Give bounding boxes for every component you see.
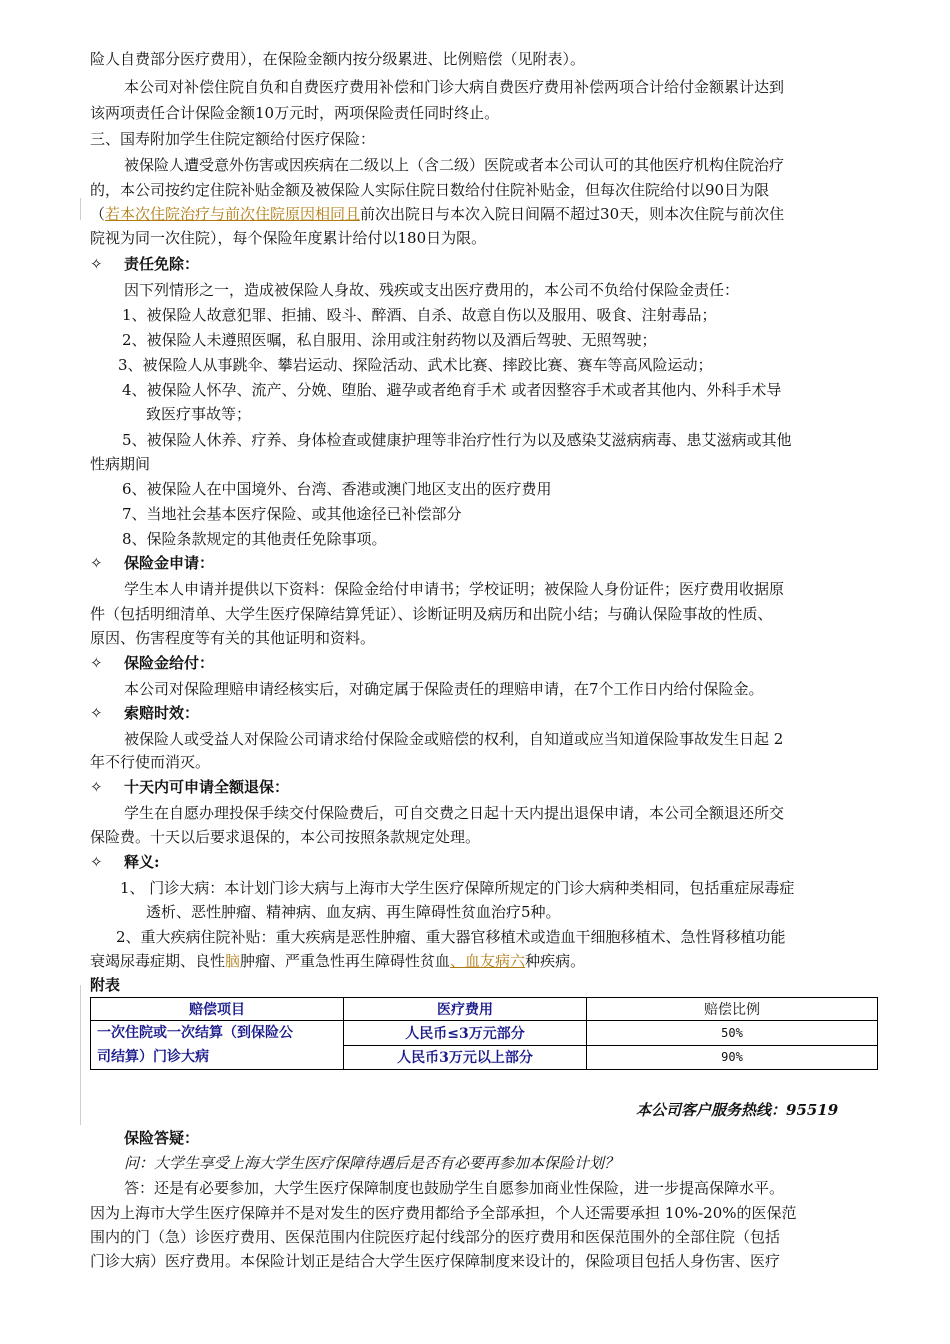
diamond-bullet-icon: ✧	[90, 554, 103, 572]
text-run: 前次出院日与本次入院日间隔不超过30天，则本次住院与前次住	[360, 205, 785, 223]
diamond-bullet-icon: ✧	[90, 654, 103, 672]
compensation-table	[90, 997, 878, 1070]
text-line: 因下列情形之一，造成被保险人身故、残疾或支出医疗费用的，本公司不负给付保险金责任：	[124, 281, 740, 299]
list-item: 1、被保险人故意犯罪、拒捕、殴斗、醉酒、自杀、故意自伤以及服用、吸食、注射毒品；	[122, 306, 717, 324]
list-item: 1、 门诊大病：本计划门诊大病与上海市大学生医疗保障所规定的门诊大病种类相同，包括重症尿毒症	[120, 879, 795, 897]
list-item: 6、被保险人在中国境外、台湾、香港或澳门地区支出的医疗费用	[122, 480, 552, 498]
cell-line: 一次住院或一次结算（到保险公	[97, 1025, 293, 1041]
text-line: 本公司对保险理赔申请经核实后，对确定属于保险责任的理赔申请，在7个工作日内给付保险金。	[124, 680, 764, 698]
section-refund	[90, 778, 289, 796]
table-ratio-cell: 50%	[587, 1021, 878, 1046]
revision-bar	[80, 198, 81, 220]
list-item: 透析、恶性肿瘤、精神病、血友病、再生障碍性贫血治疗5种。	[146, 903, 561, 921]
diamond-bullet-icon: ✧	[90, 704, 103, 722]
text-line: 原因、伤害程度等有关的其他证明和资料。	[90, 629, 376, 647]
cell-line: 司结算）门诊大病	[97, 1049, 209, 1065]
faq-answer: 围内的门（急）诊医疗费用、医保范围内住院医疗起付线部分的医疗费用和医保范围外的全部住院（包括	[90, 1228, 781, 1246]
text-line: 被保险人或受益人对保险公司请求给付保险金或赔偿的权利，自知道或应当知道保险事故发生日起 2	[124, 730, 784, 748]
text-run: （	[90, 205, 106, 223]
section-title: 十天内可申请全额退保：	[124, 778, 290, 796]
list-item: 4、被保险人怀孕、流产、分娩、堕胎、避孕或者绝育手术 或者因整容手术或者其他内、外科手术导	[122, 381, 782, 399]
table-header-cell: 医疗费用	[344, 998, 587, 1021]
text-line: 的，本公司按约定住院补贴金额及被保险人实际住院日数给付住院补贴金，但每次住院给付以90日为限	[90, 181, 770, 199]
table-item-cell	[91, 1021, 344, 1070]
hotline: 本公司客户服务热线：95519	[636, 1101, 839, 1119]
list-item: 8、保险条款规定的其他责任免除事项。	[122, 530, 387, 548]
list-item: 5、被保险人休养、疗养、身体检查或健康护理等非治疗性行为以及感染艾滋病病毒、患艾滋病或其他	[122, 431, 792, 449]
tracked-change-link[interactable]: 、血友病六	[450, 952, 526, 970]
section-title: 释义:	[124, 853, 160, 871]
section-exclusion	[90, 255, 199, 273]
text-line: 保险费。十天以后要求退保的，本公司按照条款规定处理。	[90, 828, 481, 846]
list-item: 性病期间	[90, 455, 151, 473]
table-header-row	[91, 998, 878, 1021]
section-title: 索赔时效：	[124, 704, 200, 722]
list-item	[90, 952, 585, 970]
table-header-cell: 赔偿项目	[91, 998, 344, 1021]
faq-answer: 门诊大病）医疗费用。本保险计划正是结合大学生医疗保障制度来设计的，保险项目包括人身伤害、医疗	[90, 1252, 781, 1270]
text-run: 种疾病。	[525, 952, 586, 970]
text-line: 本公司对补偿住院自负和自费医疗费用补偿和门诊大病自费医疗费用补偿两项合计给付金额累计达到	[124, 78, 785, 96]
tracked-change: 脑	[225, 952, 241, 970]
text-line: 学生在自愿办理投保手续交付保险费后，可自交费之日起十天内提出退保申请，本公司全额退还所交	[124, 804, 785, 822]
section-claim	[90, 554, 214, 572]
section-title: 责任免除：	[124, 255, 200, 273]
table-fee-cell: 人民币3万元以上部分	[344, 1045, 587, 1070]
diamond-bullet-icon: ✧	[90, 255, 103, 273]
diamond-bullet-icon: ✧	[90, 778, 103, 796]
table-fee-cell: 人民币≤3万元部分	[344, 1021, 587, 1046]
list-item: 2、被保险人未遵照医嘱，私自服用、涂用或注射药物以及酒后驾驶、无照驾驶；	[122, 331, 657, 349]
table-ratio-cell: 90%	[587, 1045, 878, 1070]
list-item: 2、重大疾病住院补贴：重大疾病是恶性肿瘤、重大器官移植术或造血干细胞移植术、急性肾移植功能	[116, 928, 786, 946]
faq-answer: 因为上海市大学生医疗保障并不是对发生的医疗费用都给予全部承担，个人还需要承担 10%-20%的医保范	[90, 1204, 797, 1222]
text-line: 件（包括明细清单、大学生医疗保障结算凭证）、诊断证明及病历和出院小结；与确认保险事故的性质、	[90, 605, 773, 623]
text-run: 衰竭尿毒症期、良性	[90, 952, 226, 970]
text-line: 年不行使而消灭。	[90, 753, 211, 771]
faq-answer: 答：还是有必要参加，大学生医疗保障制度也鼓励学生自愿参加商业性保险，进一步提高保障水平。	[124, 1179, 785, 1197]
section-payment	[90, 654, 214, 672]
list-item: 7、当地社会基本医疗保险、或其他途径已补偿部分	[122, 505, 462, 523]
text-line: 学生本人申请并提供以下资料：保险金给付申请书；学校证明；被保险人身份证件；医疗费用收据原	[124, 580, 785, 598]
section-title: 保险金给付：	[124, 654, 215, 672]
list-item: 致医疗事故等；	[146, 405, 252, 423]
text-line: 险人自费部分医疗费用），在保险金额内按分级累进、比例赔偿（见附表）。	[90, 50, 586, 68]
text-line	[90, 205, 784, 223]
text-line: 该两项责任合计保险金额10万元时，两项保险责任同时终止。	[90, 104, 500, 122]
faq-question: 问：大学生享受上海大学生医疗保障待遇后是否有必要再参加本保险计划？	[124, 1154, 620, 1172]
section-limit	[90, 704, 199, 722]
text-line: 院视为同一次住院），每个保险年度累计给付以180日为限。	[90, 229, 487, 247]
table-header-cell: 赔偿比例	[587, 998, 878, 1021]
faq-title: 保险答疑：	[124, 1129, 200, 1147]
section-definitions	[90, 853, 160, 871]
tracked-change-link[interactable]: 若本次住院治疗与前次住院原因相同且	[105, 205, 361, 223]
table-row	[91, 1021, 878, 1046]
text-run: 肿瘤、严重急性再生障碍性贫血	[240, 952, 451, 970]
section-heading-3: 三、国寿附加学生住院定额给付医疗保险：	[90, 130, 376, 148]
appendix-label: 附表	[90, 976, 121, 994]
section-title: 保险金申请：	[124, 554, 215, 572]
diamond-bullet-icon: ✧	[90, 853, 103, 871]
text-line: 被保险人遭受意外伤害或因疾病在二级以上（含二级）医院或者本公司认可的其他医疗机构住院治疗	[124, 156, 785, 174]
list-item: 3、被保险人从事跳伞、攀岩运动、探险活动、武术比赛、摔跤比赛、赛车等高风险运动；	[118, 356, 713, 374]
revision-bar	[80, 985, 81, 1125]
